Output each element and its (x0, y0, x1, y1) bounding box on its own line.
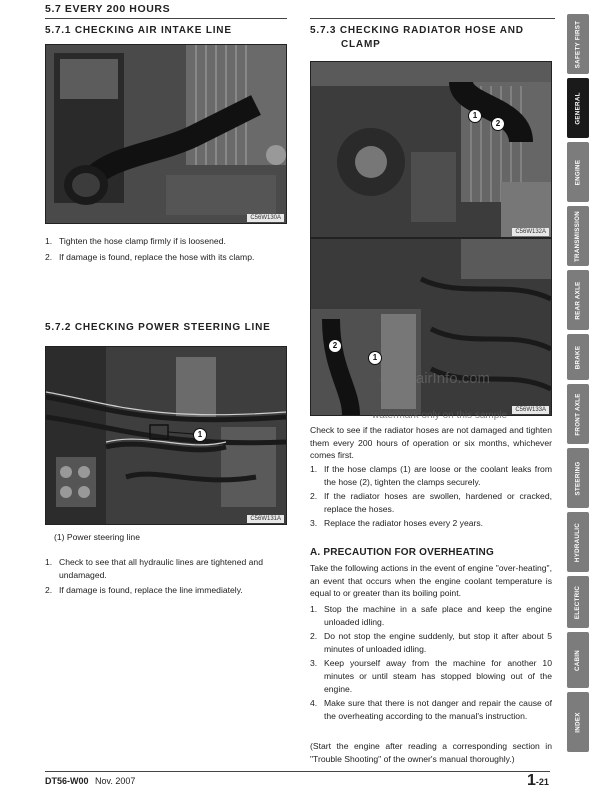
precaution-title: A. PRECAUTION FOR OVERHEATING (310, 547, 494, 558)
footer-rule (45, 771, 550, 772)
list-item: 3. Replace the radiator hoses every 2 years. (310, 518, 484, 529)
list-item: 2. Do not stop the engine suddenly, but stop it after about 5 minutes of unloaded idling. (310, 631, 552, 654)
section-title: 5.7 EVERY 200 HOURS (45, 3, 171, 15)
tab-steering[interactable]: STEERING (567, 448, 589, 508)
footer-model: DT56-W00 (45, 776, 89, 786)
page-number: 1-21 (527, 772, 549, 789)
power-steering-illustration (46, 347, 286, 524)
list-item: 1. Stop the machine in a safe place and keep the engine unloaded idling. (310, 604, 552, 627)
tab-electric[interactable]: ELECTRIC (567, 576, 589, 628)
air-intake-steps (45, 235, 290, 263)
footer-date: Nov. 2007 (95, 776, 136, 786)
list-item: 1. Check to see that all hydraulic lines are tightened and undamaged. (45, 557, 263, 580)
subsection-title-572: 5.7.2 CHECKING POWER STEERING LINE (45, 322, 271, 333)
air-intake-illustration (46, 45, 286, 223)
radiator-intro: Check to see if the radiator hoses are not damaged and tighten them every 200 hours of operation or six months, whichever comes first. (310, 425, 552, 461)
tab-cabin[interactable]: CABIN (567, 632, 589, 688)
tab-transmission[interactable]: TRANSMISSION (567, 206, 589, 266)
precaution-steps (310, 603, 552, 722)
tab-brake[interactable]: BRAKE (567, 334, 589, 380)
list-item: 1. If the hose clamps (1) are loose or the coolant leaks from the hose (2), tighten the clamps securely. (310, 464, 552, 487)
tab-index[interactable]: INDEX (567, 692, 589, 752)
tab-hydraulic[interactable]: HYDRAULIC (567, 512, 589, 572)
list-item: 2. If the radiator hoses are swollen, hardened or cracked, replace the hoses. (310, 491, 552, 514)
callout-marker: 1 (193, 428, 207, 442)
list-item: 2. If damage is found, replace the hose with its clamp. (45, 251, 255, 262)
watermark-site: eRepairInfo.com (380, 370, 491, 387)
list-item: 1. Tighten the hose clamp firmly if is loosened. (45, 236, 226, 246)
subsection-title-573: 5.7.3 CHECKING RADIATOR HOSE AND CLAMP (310, 25, 524, 50)
photo-code: C56W130A (247, 214, 284, 222)
radiator-steps (310, 463, 552, 530)
header-rule (45, 18, 287, 19)
precaution-note: (Start the engine after reading a corresponding section in "Trouble Shooting" of the owner's manual thoroughly.) (310, 741, 552, 764)
radiator-top-illustration (311, 62, 551, 237)
list-item: 3. Keep yourself away from the machine for another 10 minutes or until steam has stopped blowing out of the engine. (310, 658, 552, 694)
callout-marker: 2 (491, 117, 505, 131)
callout-marker: 1 (468, 109, 482, 123)
tab-front-axle[interactable]: FRONT AXLE (567, 384, 589, 444)
subsection-title-571: 5.7.1 CHECKING AIR INTAKE LINE (45, 25, 232, 36)
tab-rear-axle[interactable]: REAR AXLE (567, 270, 589, 330)
list-item: 4. Make sure that there is not danger and repair the cause of the overheating according to the manual's instruction. (310, 698, 552, 721)
tab-safety-first[interactable]: SAFETY FIRST (567, 14, 589, 74)
photo-caption: (1) Power steering line (54, 532, 140, 542)
power-steering-steps (45, 556, 290, 597)
photo-code: C56W133A (512, 406, 549, 414)
air-intake-photo (45, 44, 287, 224)
header-rule-right (310, 18, 555, 19)
radiator-photo-bottom (310, 238, 552, 416)
footer-doc-info (45, 776, 135, 786)
photo-code: C56W131A (247, 515, 284, 523)
callout-marker: 1 (368, 351, 382, 365)
watermark-notice: watermark only on this sample (372, 410, 508, 421)
photo-code: C56W132A (512, 228, 549, 236)
precaution-intro: Take the following actions in the event of engine "over-heating", an event that occurs when the engine coolant temperature is equal to or greater than its boiling point. (310, 563, 552, 599)
callout-marker: 2 (328, 339, 342, 353)
tab-general[interactable]: GENERAL (567, 78, 589, 138)
radiator-bottom-illustration (311, 239, 551, 415)
list-item: 2. If damage is found, replace the line immediately. (45, 585, 243, 596)
tab-engine[interactable]: ENGINE (567, 142, 589, 202)
radiator-photo-top (310, 61, 552, 238)
power-steering-photo (45, 346, 287, 525)
